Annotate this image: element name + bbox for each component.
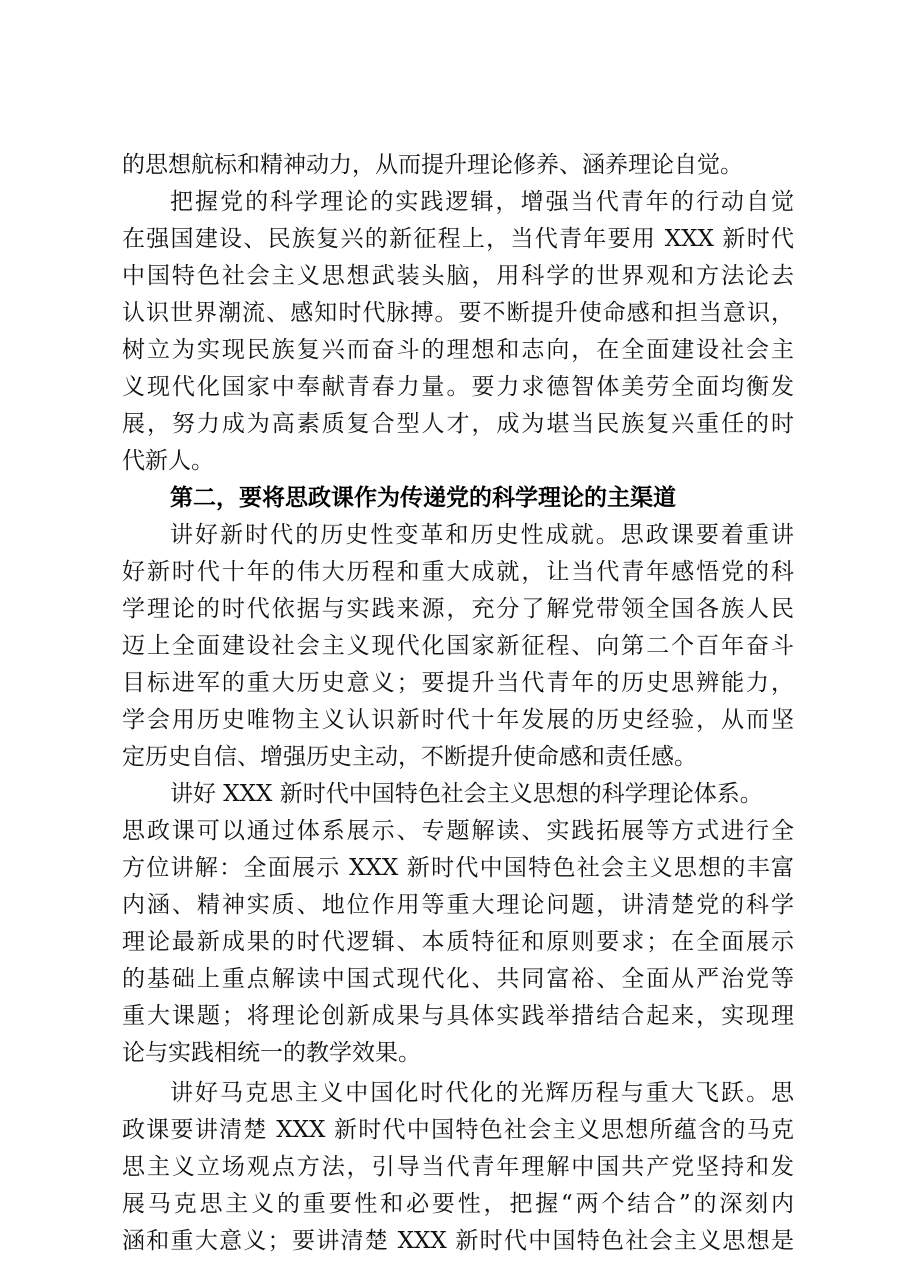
paragraph-first-line: 讲好马克思主义中国化时代化的光辉历程与重大飞跃。思	[170, 1080, 794, 1106]
text-line: 义现代化国家中奉献青春力量。要力求德智体美劳全面均衡发	[122, 374, 794, 400]
section-heading: 第二，要将思政课作为传递党的科学理论的主渠道	[170, 485, 676, 511]
text-line: 树立为实现民族复兴而奋斗的理想和志向，在全面建设社会主	[122, 337, 794, 363]
text-line: 政课要讲清楚 XXX 新时代中国特色社会主义思想所蕴含的马克	[122, 1117, 794, 1143]
text-line: 重大课题；将理论创新成果与具体实践举措结合起来，实现理	[122, 1003, 794, 1029]
text-line: 中国特色社会主义思想武装头脑，用科学的世界观和方法论去	[122, 263, 794, 289]
text-line: 在强国建设、民族复兴的新征程上，当代青年要用 XXX 新时代	[122, 226, 794, 252]
text-line: 迈上全面建设社会主义现代化国家新征程、向第二个百年奋斗	[122, 633, 794, 659]
text-line: 展马克思主义的重要性和必要性，把握“两个结合”的深刻内	[122, 1191, 794, 1217]
text-line: 的基础上重点解读中国式现代化、共同富裕、全面从严治党等	[122, 966, 794, 992]
text-line: 理论最新成果的时代逻辑、本质特征和原则要求；在全面展示	[122, 929, 794, 955]
text-line: 思主义立场观点方法，引导当代青年理解中国共产党坚持和发	[122, 1154, 794, 1180]
paragraph-first-line: 讲好 XXX 新时代中国特色社会主义思想的科学理论体系。	[170, 781, 763, 807]
text-line: 代新人。	[122, 448, 214, 474]
text-line: 认识世界潮流、感知时代脉搏。要不断提升使命感和担当意识，	[122, 300, 794, 326]
text-line: 定历史自信、增强历史主动，不断提升使命感和责任感。	[122, 744, 697, 770]
text-line: 涵和重大意义；要讲清楚 XXX 新时代中国特色社会主义思想是	[122, 1228, 794, 1254]
text-line: 方位讲解：全面展示 XXX 新时代中国特色社会主义思想的丰富	[122, 855, 794, 881]
text-line: 论与实践相统一的教学效果。	[122, 1040, 421, 1066]
text-line: 的思想航标和精神动力，从而提升理论修养、涵养理论自觉。	[122, 152, 743, 178]
text-line: 内涵、精神实质、地位作用等重大理论问题，讲清楚党的科学	[122, 892, 794, 918]
paragraph-first-line: 讲好新时代的历史性变革和历史性成就。思政课要着重讲	[170, 522, 794, 548]
text-line: 目标进军的重大历史意义；要提升当代青年的历史思辨能力，	[122, 670, 794, 696]
text-line: 学会用历史唯物主义认识新时代十年发展的历史经验，从而坚	[122, 707, 794, 733]
text-line: 展，努力成为高素质复合型人才，成为堪当民族复兴重任的时	[122, 411, 794, 437]
text-line: 好新时代十年的伟大历程和重大成就，让当代青年感悟党的科	[122, 559, 794, 585]
text-line: 学理论的时代依据与实践来源，充分了解党带领全国各族人民	[122, 596, 794, 622]
paragraph-first-line: 把握党的科学理论的实践逻辑，增强当代青年的行动自觉	[170, 189, 794, 215]
text-line: 思政课可以通过体系展示、专题解读、实践拓展等方式进行全	[122, 818, 794, 844]
